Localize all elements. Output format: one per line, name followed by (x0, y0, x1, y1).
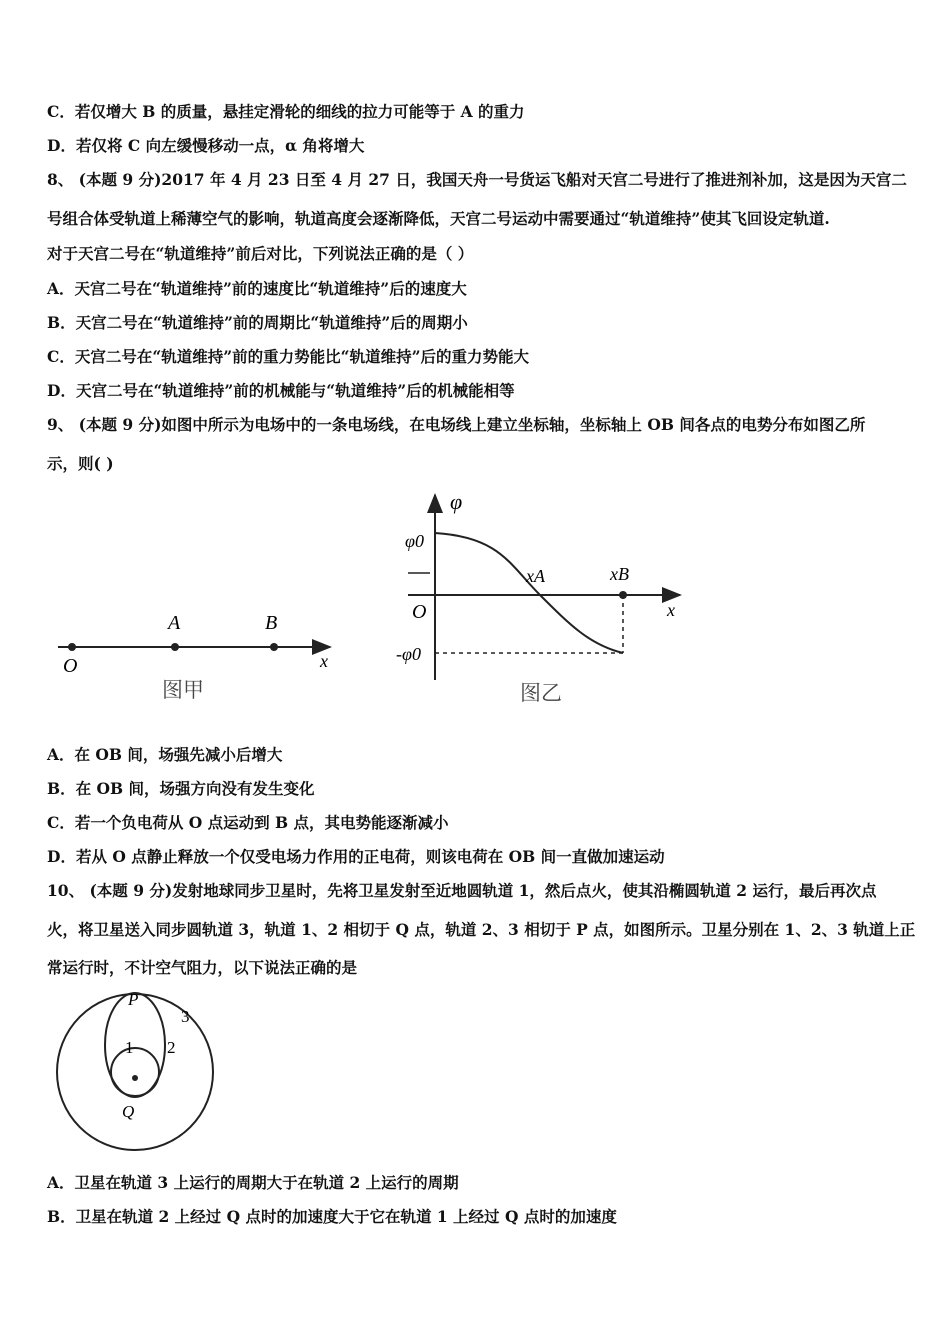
xa-label: xA (526, 566, 545, 586)
origin-point (68, 643, 76, 651)
q7-option-d: D．若仅将 C 向左缓慢移动一点，α 角将增大 (47, 136, 365, 155)
q8-option-b: B．天宫二号在“轨道维持”前的周期比“轨道维持”后的周期小 (47, 313, 468, 332)
q8-option-a: A．天宫二号在“轨道维持”前的速度比“轨道维持”后的速度大 (47, 279, 467, 298)
q8-stem-1: 8、 (本题 9 分)2017 年 4 月 23 日至 4 月 27 日，我国天舟一号货运飞船对天宫二号进行了推进剂补加，这是因为天宫二 (47, 170, 907, 189)
q10-option-b: B．卫星在轨道 2 上经过 Q 点时的加速度大于它在轨道 1 上经过 Q 点时的加速度 (47, 1207, 617, 1226)
x-axis-label: x (320, 651, 328, 671)
orbit-2-label: 2 (167, 1038, 176, 1057)
q9-option-c: C．若一个负电荷从 O 点运动到 B 点，其电势能逐渐减小 (47, 813, 449, 832)
phi0-label: φ0 (405, 531, 424, 551)
q10-stem-1: 10、 (本题 9 分)发射地球同步卫星时，先将卫星发射至近地圆轨道 1，然后点火，使其沿椭圆轨道 2 运行，最后再次点 (47, 881, 877, 900)
figure-orbits (50, 985, 225, 1155)
q9-option-a: A．在 OB 间，场强先减小后增大 (47, 745, 283, 764)
xb-label: xB (610, 564, 629, 584)
q8-option-c: C．天宫二号在“轨道维持”前的重力势能比“轨道维持”后的重力势能大 (47, 347, 530, 366)
point-b-label: B (265, 612, 278, 634)
q8-option-d: D．天宫二号在“轨道维持”前的机械能与“轨道维持”后的机械能相等 (47, 381, 515, 400)
q9-stem-2: 示，则( ) (47, 454, 114, 473)
caption-jia: 图甲 (162, 678, 204, 702)
figure-jia (50, 600, 350, 710)
q10-stem-2: 火，将卫星送入同步圆轨道 3，轨道 1、2 相切于 Q 点，轨道 2、3 相切于 P 点，如图所示。卫星分别在 1、2、3 轨道上正 (47, 920, 916, 939)
q8-stem-3: 对于天宫二号在“轨道维持”前后对比，下列说法正确的是（ ） (47, 244, 474, 263)
q9-option-b: B．在 OB 间，场强方向没有发生变化 (47, 779, 315, 798)
orbit-1 (111, 1048, 159, 1096)
potential-curve (435, 533, 623, 653)
q9-option-d: D．若从 O 点静止释放一个仅受电场力作用的正电荷，则该电荷在 OB 间一直做加速运动 (47, 847, 665, 866)
origin-label: O (63, 655, 78, 677)
phi-axis-label: φ (450, 489, 463, 514)
q10-stem-3: 常运行时，不计空气阻力，以下说法正确的是 (47, 958, 358, 977)
q7-option-c: C．若仅增大 B 的质量，悬挂定滑轮的细线的拉力可能等于 A 的重力 (47, 102, 525, 121)
q9-stem-1: 9、 (本题 9 分)如图中所示为电场中的一条电场线，在电场线上建立坐标轴，坐标轴上 OB 间各点的电势分布如图乙所 (47, 415, 866, 434)
x-axis-label-yi: x (667, 600, 675, 620)
earth-dot (132, 1075, 138, 1081)
point-a-label: A (168, 612, 181, 634)
q-label: Q (122, 1102, 135, 1121)
p-label: P (128, 990, 139, 1009)
orbit-3 (57, 994, 213, 1150)
figure-yi (390, 485, 700, 710)
orbit-3-label: 3 (181, 1007, 190, 1026)
point-xb (619, 591, 627, 599)
origin-label-yi: O (412, 601, 427, 623)
point-a (171, 643, 179, 651)
orbit-1-label: 1 (125, 1038, 134, 1057)
caption-yi: 图乙 (520, 681, 562, 705)
neg-phi0-label: -φ0 (396, 644, 421, 664)
q10-option-a: A．卫星在轨道 3 上运行的周期大于在轨道 2 上运行的周期 (47, 1173, 459, 1192)
point-b (270, 643, 278, 651)
q8-stem-2: 号组合体受轨道上稀薄空气的影响，轨道高度会逐渐降低，天宫二号运动中需要通过“轨道维持”使其飞回设定轨道. (47, 209, 830, 228)
